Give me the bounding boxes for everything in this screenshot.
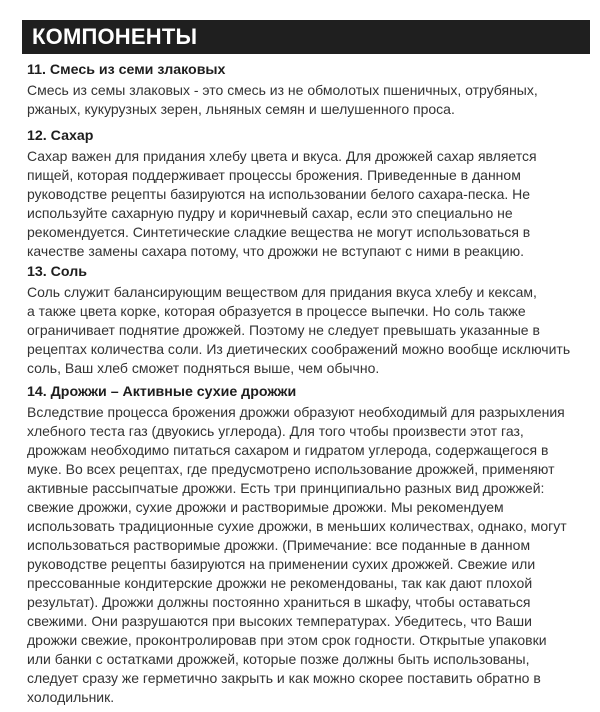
paragraph-line: следует сразу же герметично закрыть и как можно скорее поставить обратно в xyxy=(27,670,541,686)
paragraph-line: использоваться растворимые дрожжи. (Примечание: все поданные в данном xyxy=(27,537,531,553)
section-salt xyxy=(27,263,587,378)
paragraph-line: соль, Ваш хлеб сможет подняться выше, чем обычно. xyxy=(27,360,380,376)
paragraph-line: используйте сахарную пудру и коричневый сахар, если это специально не xyxy=(27,205,513,221)
section-yeast xyxy=(27,383,587,707)
paragraph-line: ограничивает поднятие дрожжей. Поэтому не следует превышать указанные в xyxy=(27,322,540,338)
section-heading: 13. Соль xyxy=(27,264,87,280)
paragraph-line: дрожжам необходимо питаться сахаром и гидратом углерода, содержащегося в xyxy=(27,442,549,458)
paragraph-line: качестве замены сахара потому, что дрожжи не вступают с ними в реакцию. xyxy=(27,243,524,259)
paragraph-line: хлебного теста газ (двуокись углерода). Для того чтобы произвести этот газ, xyxy=(27,423,524,439)
section-heading: 14. Дрожжи – Активные сухие дрожжи xyxy=(27,384,297,400)
section-heading: 11. Смесь из семи злаковых xyxy=(27,62,226,78)
paragraph-line: Смесь из семы злаковых - это смесь из не обмолотых пшеничных, отрубяных, xyxy=(27,82,538,98)
paragraph-line: Сахар важен для придания хлебу цвета и вкуса. Для дрожжей сахар является xyxy=(27,148,537,164)
paragraph-line: свежие дрожжи, сухие дрожжи и растворимые дрожжи. Мы рекомендуем xyxy=(27,499,504,515)
section-heading: 12. Сахар xyxy=(27,128,94,144)
paragraph-line: руководстве рецепты базируются на использовании белого сахара-песка. Не xyxy=(27,186,531,202)
paragraph-line: ржаных, кукурузных зерен, льняных семян и шелушенного проса. xyxy=(27,101,455,117)
paragraph-line: а также цвета корке, которая образуется в процессе выпечки. Но соль также xyxy=(27,303,526,319)
paragraph-line: холодильник. xyxy=(27,689,115,705)
paragraph-line: Соль служит балансирующим веществом для придания вкуса хлебу и кексам, xyxy=(27,284,537,300)
paragraph-line: использовать традиционные сухие дрожжи, в меньших количествах, однако, могут xyxy=(27,518,567,534)
paragraph-line: прессованные кондитерские дрожжи не рекомендованы, так как дают плохой xyxy=(27,575,533,591)
paragraph-line: Вследствие процесса брожения дрожжи образуют необходимый для разрыхления xyxy=(27,404,565,420)
section-sugar xyxy=(27,127,587,261)
paragraph-line: рекомендуется. Синтетические сладкие вещества не могут использоваться в xyxy=(27,224,531,240)
paragraph-line: пищей, которая поддерживает процессы брожения. Приведенные в данном xyxy=(27,167,521,183)
page-title: КОМПОНЕНТЫ xyxy=(32,24,198,49)
paragraph-line: свежими. Они разрушаются при высоких температурах. Убедитесь, что Ваши xyxy=(27,613,532,629)
paragraph-line: руководстве рецепты базируются на применении сухих дрожжей. Свежие или xyxy=(27,556,536,572)
paragraph-line: активные рассыпчатые дрожжи. Есть три принципиально разных вид дрожжей: xyxy=(27,480,545,496)
paragraph-line: результат). Дрожжи должны постоянно храниться в шкафу, чтобы оставаться xyxy=(27,594,531,610)
section-seven-grain-mix xyxy=(27,61,587,119)
paragraph-line: рецептах количества соли. Из диетических соображений можно вообще исключить xyxy=(27,341,571,357)
paragraph-line: муке. Во всех рецептах, где предусмотрено использование дрожжей, применяют xyxy=(27,461,555,477)
paragraph-line: или банки с остатками дрожжей, которые позже должны быть использованы, xyxy=(27,651,530,667)
paragraph-line: дрожжи свежие, проконтролировав при этом срок годности. Открытые упаковки xyxy=(27,632,547,648)
header-bar xyxy=(22,20,590,54)
